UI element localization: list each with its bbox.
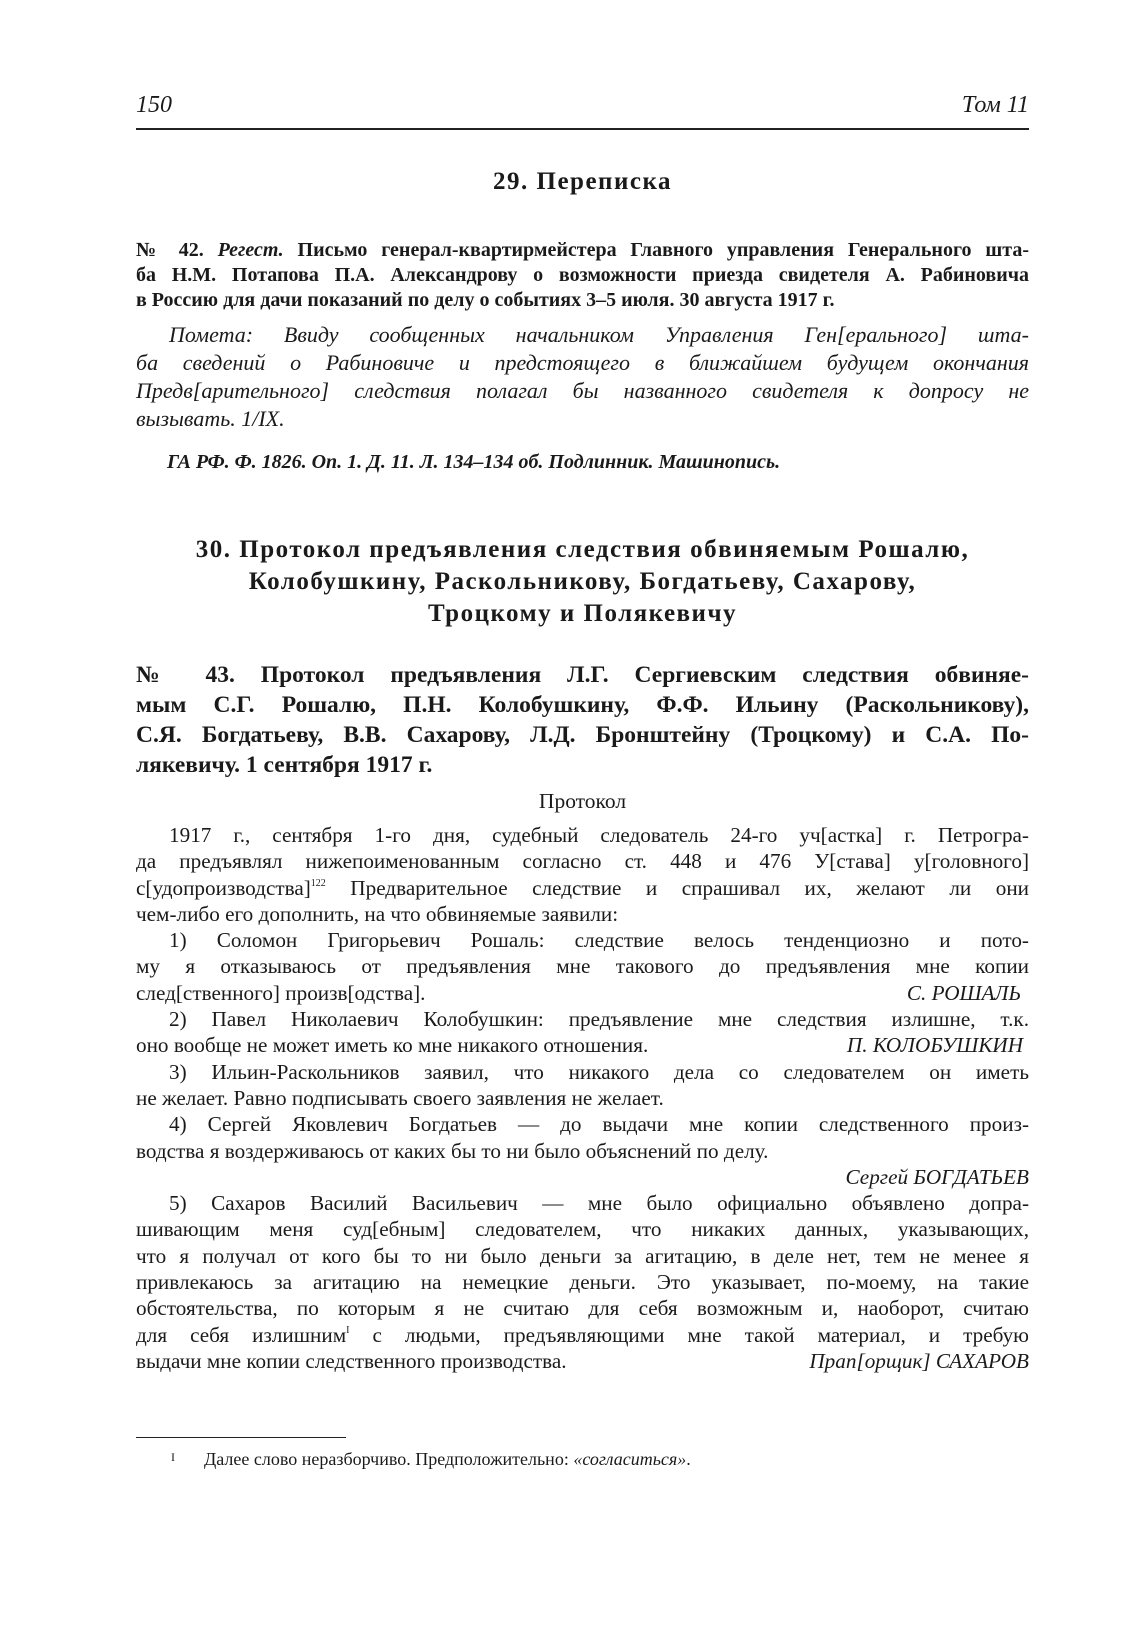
doc-43-heading: № 43. Протокол предъявления Л.Г. Сергиевским следствия обвиняе- мым С.Г. Рошалю, П.Н. Колобушкину, Ф.Ф. Ильину (Раскольникову), С.Я. Богдатьеву, В.В. Сахарову, Л.Д. Бронштейну (Троцкому) и С.А. По- лякевичу. 1 сентября 1917 г. (136, 662, 1029, 778)
signature-bogdatyev: Сергей БОГДАТЬЕВ (845, 1164, 1029, 1189)
section-29-title: 29. Переписка (493, 168, 672, 195)
statement-5-end: выдачи мне копии следственного производства. Прап[орщик] САХАРОВ (136, 1348, 1029, 1373)
statement-4-signature-line (136, 1164, 1029, 1190)
footnote-ref-i: I (346, 1324, 350, 1336)
doc-42-heading: № 42. Регест. Письмо генерал-квартирмейстера Главного управления Генерального шта- ба Н.М. Потапова П.А. Александрову о возможности приезда свидетеля А. Рабиновича в Россию для дачи показаний по делу о событиях 3–5 июля. 30 августа 1917 г. (136, 239, 1029, 311)
footnote-divider (136, 1437, 346, 1438)
signature-kolobushkin: П. КОЛОБУШКИН (846, 1033, 1023, 1058)
statement-2-end: оно вообще не может иметь ко мне никакого отношения. П. КОЛОБУШКИН (136, 1032, 1029, 1058)
protocol-body: 1917 г., сентября 1-го дня, судебный следователь 24-го уч[астка] г. Петрогра- да предъявлял нижепоименованным согласно ст. 448 и 476 У[става] у[головного] с[удопроизводства]$^{122}$ Предварительное следствие и спрашивал их, желают ли они чем-либо его дополнить, на что обвиняемые заявили: 1) Соломон Григорьевич Рошаль: следствие велось тенденциозно и пото- му я отказываюсь от предъявления мне такового до предъявления мне копии след[ственного] произв[одства]. С. РОШАЛЬ 2) Павел Николаевич Колобушкин: предъявление мне следствия излишне, т.к. оно вообще не может иметь ко мне никакого отношения. П. КОЛОБУШКИН 3) Ильин-Раскольников заявил, что никакого дела со следователем он иметь не желает. Равно подписывать своего заявления не желает. 4) Сергей Яковлевич Богдатьев — до выдачи мне копии следственного произ- водства я воздерживаюсь от каких бы то ни было объяснений по делу. Сергей БОГДАТЬЕВ 5) Сахаров Василий Васильевич — мне было официально объявлено допра- шивающим меня суд[ебным] следователем, что никаких данных, указывающих, что я получал от кого бы то ни было деньги за агитацию, в деле нет, тем не менее я привлекаюсь за агитацию на немецкие деньги. Это указывает, по-моему, на такие обстоятельства, по которым я не считаю для себя возможным и, наоборот, считаю для себя излишним$^I$ с людьми, предъявляющими мне такой материал, и требую выдачи мне копии следственного производства. Прап[орщик] САХАРОВ (136, 823, 1030, 1373)
doc-42-note: Помета: Ввиду сообщенных начальником Управления Ген[ерального] шта- ба сведений о Рабиновиче и предстоящего в ближайшем будущем окончания Предв[арительного] следствия полагал бы названного свидетеля к допросу не вызывать. 1/IX. (136, 322, 1029, 431)
footnote-ref-122: 122 (310, 877, 326, 889)
footnote-text: Далее слово неразборчиво. Предположительно: «согласиться». (204, 1449, 691, 1469)
volume-label: Том 11 (961, 92, 1029, 118)
footnote-mark: I (171, 1450, 175, 1464)
statement-1-end: след[ственного] произв[одства]. С. РОШАЛЬ (136, 980, 1029, 1006)
regest-label: Регест. (217, 239, 284, 261)
running-head (136, 88, 1029, 130)
protocol-title: Протокол (538, 789, 627, 813)
doc-42-source: ГА РФ. Ф. 1826. Оп. 1. Д. 11. Л. 134–134 об. Подлинник. Машинопись. (167, 451, 781, 473)
page-number: 150 (136, 92, 172, 118)
signature-sakharov: Прап[орщик] САХАРОВ (809, 1348, 1029, 1373)
signature-roshal: С. РОШАЛЬ (906, 980, 1021, 1005)
section-30-title: 30. Протокол предъявления следствия обвиняемым Рошалю, Колобушкину, Раскольникову, Богдатьеву, Сахарову, Троцкому и Полякевичу (195, 536, 970, 627)
